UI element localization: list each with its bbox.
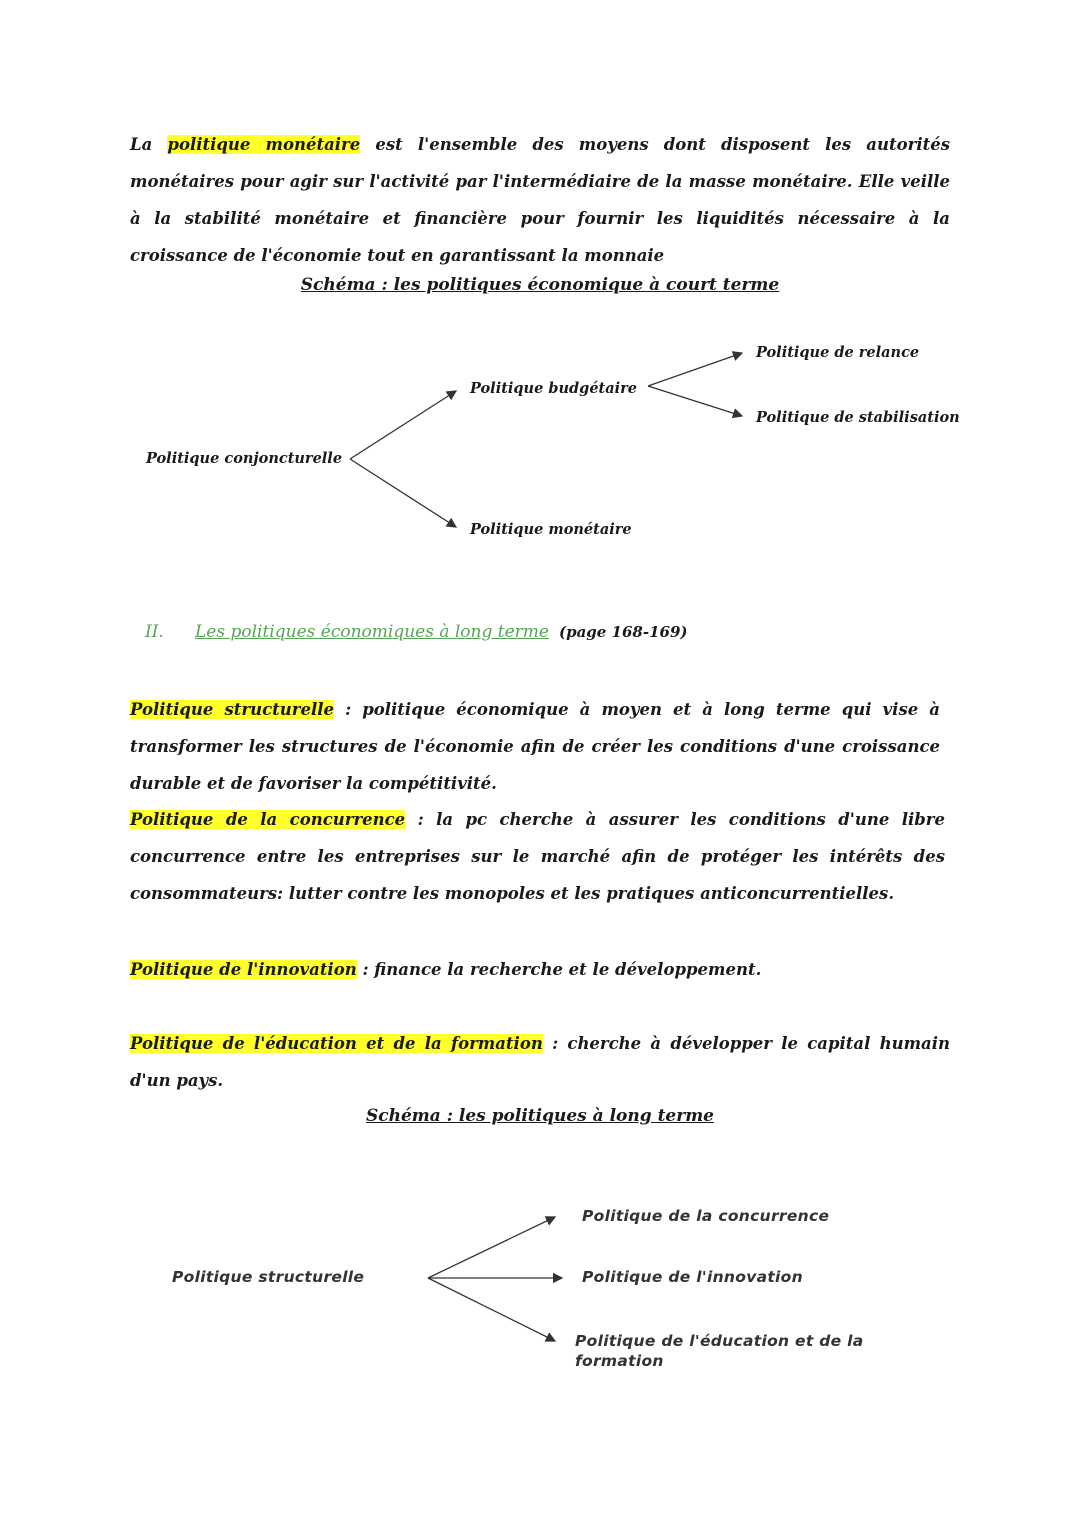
s1-arrow-to-monetaire xyxy=(350,459,456,527)
definition-term: Politique de la concurrence xyxy=(130,810,406,829)
intro-line2: l'activité par l'intermédiaire de la masse monétaire. Elle veille à la stabilité monétaire et financière pour xyxy=(130,172,950,228)
section2-title: Les politiques économiques à long terme xyxy=(195,622,549,642)
definition-text: : cherche à développer le capital humain d'un pays. xyxy=(130,1034,951,1090)
definition-term: Politique structurelle xyxy=(130,700,334,719)
intro-prefix: La xyxy=(130,135,168,154)
schema1-leaf-stabilisation: Politique de stabilisation xyxy=(756,409,960,426)
definition-text: : politique économique à moyen et à long terme qui vise à transformer les structures de l'économie afin de créer les conditions d'une croissance durable et de favoriser la compétitivité. xyxy=(130,700,940,793)
s1-arrow-to-budgetaire xyxy=(350,391,456,459)
definition-innovation xyxy=(130,951,950,988)
schema2-leaf-concurrence: Politique de la concurrence xyxy=(582,1207,830,1225)
schema2-leaf-education: Politique de l'éducation et de la formation xyxy=(575,1332,864,1370)
definition-text: : finance la recherche et le développement. xyxy=(356,960,762,979)
definition-structurelle xyxy=(130,691,940,802)
s2-arrow-to-education xyxy=(428,1278,555,1341)
s1-arrow-to-stabilisation xyxy=(648,386,742,416)
schema2-title: Schéma : les politiques à long terme xyxy=(365,1106,714,1126)
intro-line3: fournir les liquidités nécessaire à la croissance de l'économie tout en garantissant la monnaie xyxy=(130,209,950,265)
section2-heading xyxy=(145,622,688,642)
schema1-leaf-relance: Politique de relance xyxy=(756,344,920,361)
schema1-branch-monetaire: Politique monétaire xyxy=(470,521,632,538)
definition-text: : la pc cherche à assurer les conditions d'une libre concurrence entre les entreprises sur le marché afin de protéger les intérêts des consommateurs: lutter contre les monopoles et les pratiques anticoncurrentielles. xyxy=(130,810,945,903)
definition-concurrence xyxy=(130,801,945,912)
schema2-root: Politique structurelle xyxy=(172,1268,365,1286)
definition-education xyxy=(130,1025,950,1099)
s2-arrow-to-concurrence xyxy=(428,1217,555,1278)
schema2-leaf-innovation: Politique de l'innovation xyxy=(582,1268,803,1286)
schema1-root: Politique conjoncturelle xyxy=(146,450,343,467)
intro-line1: est l'ensemble des moyens dont disposent les autorités monétaires pour agir sur xyxy=(130,135,950,191)
section2-number: II. xyxy=(145,622,164,642)
intro-term-highlight: politique monétaire xyxy=(167,135,361,154)
definition-term: Politique de l'innovation xyxy=(130,960,357,979)
section2-pages: (page 168-169) xyxy=(558,623,688,641)
s1-arrow-to-relance xyxy=(648,353,742,386)
schema1-title: Schéma : les politiques économique à court terme xyxy=(300,275,780,295)
definition-term: Politique de l'éducation et de la formation xyxy=(130,1034,543,1053)
schema1-branch-budgetaire: Politique budgétaire xyxy=(470,380,638,397)
